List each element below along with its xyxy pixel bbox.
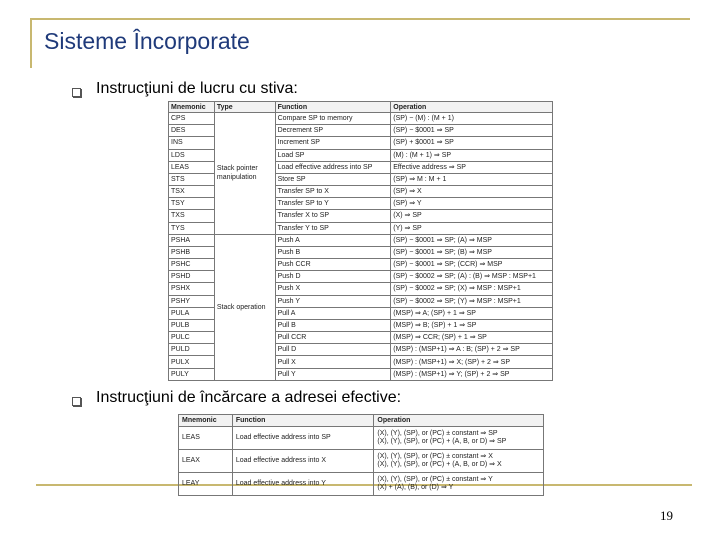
function-cell: Pull A [275, 307, 391, 319]
operation-cell: (SP) − $0002 ⇒ SP; (A) : (B) ⇒ MSP : MSP+1 [391, 271, 553, 283]
operation-cell: (Y) ⇒ SP [391, 222, 553, 234]
function-cell: Pull D [275, 344, 391, 356]
frame-top-line [30, 18, 690, 20]
mnemonic-text: LEAS [182, 434, 200, 441]
operation-cell [374, 450, 544, 473]
operation-line: (X), (Y), (SP), or (PC) + (A, B, or D) ⇒ X [377, 461, 502, 468]
mnemonic-cell: TXS [169, 210, 215, 222]
header-function: Function [275, 102, 391, 113]
operation-cell: (MSP) ⇒ B; (SP) + 1 ⇒ SP [391, 319, 553, 331]
function-cell: Compare SP to memory [275, 113, 391, 125]
operation-cell: (SP) − $0002 ⇒ SP; (X) ⇒ MSP : MSP+1 [391, 283, 553, 295]
function-cell: Transfer X to SP [275, 210, 391, 222]
mnemonic-cell: PSHY [169, 295, 215, 307]
operation-cell: (SP) − $0001 ⇒ SP; (CCR) ⇒ MSP [391, 259, 553, 271]
operation-cell: (SP) − $0001 ⇒ SP; (B) ⇒ MSP [391, 246, 553, 258]
function-cell: Push B [275, 246, 391, 258]
function-cell [232, 473, 374, 496]
mnemonic-cell: TSY [169, 198, 215, 210]
bullet-lea-instructions: Instrucţiuni de încărcare a adresei efective: [96, 389, 402, 406]
mnemonic-cell: PSHA [169, 234, 215, 246]
function-cell: Load effective address into SP [275, 161, 391, 173]
function-text: Load effective address into SP [235, 434, 331, 441]
frame-left-line [30, 18, 32, 68]
operation-cell: (MSP) : (MSP+1) ⇒ X; (SP) + 2 ⇒ SP [391, 356, 553, 368]
function-cell: Pull CCR [275, 332, 391, 344]
operation-line: (X), (Y), (SP), or (PC) ± constant ⇒ SP [377, 430, 498, 437]
operation-line: (X), (Y), (SP), or (PC) + (A, B, or D) ⇒ SP [377, 438, 507, 445]
mnemonic-cell [179, 473, 233, 496]
header-function: Function [232, 415, 374, 427]
function-cell: Load SP [275, 149, 391, 161]
mnemonic-cell: PULY [169, 368, 215, 380]
header-operation: Operation [374, 415, 544, 427]
function-cell: Pull Y [275, 368, 391, 380]
mnemonic-cell: PSHB [169, 246, 215, 258]
type-cell: Stack pointer manipulation [214, 113, 275, 235]
operation-cell: (MSP) : (MSP+1) ⇒ Y; (SP) + 2 ⇒ SP [391, 368, 553, 380]
mnemonic-cell: LDS [169, 149, 215, 161]
mnemonic-cell: PULC [169, 332, 215, 344]
operation-cell: (SP) ⇒ Y [391, 198, 553, 210]
mnemonic-cell: PULB [169, 319, 215, 331]
bullet-square-icon [72, 397, 81, 406]
mnemonic-cell: PSHD [169, 271, 215, 283]
operation-cell: (SP) + $0001 ⇒ SP [391, 137, 553, 149]
operation-line: (X) + (A), (B), or (D) ⇒ Y [377, 484, 454, 491]
stack-instructions-table [168, 101, 553, 381]
mnemonic-cell: PULA [169, 307, 215, 319]
operation-cell [374, 427, 544, 450]
table-row [169, 234, 553, 246]
function-cell: Increment SP [275, 137, 391, 149]
bullet-stack-instructions: Instrucţiuni de lucru cu stiva: [96, 80, 298, 97]
function-cell: Transfer Y to SP [275, 222, 391, 234]
function-cell: Pull B [275, 319, 391, 331]
operation-cell: Effective address ⇒ SP [391, 161, 553, 173]
operation-cell: (SP) − $0001 ⇒ SP [391, 125, 553, 137]
function-cell [232, 427, 374, 450]
table-row [179, 427, 544, 450]
mnemonic-cell: DES [169, 125, 215, 137]
function-cell: Push D [275, 271, 391, 283]
header-mnemonic: Mnemonic [169, 102, 215, 113]
mnemonic-cell [179, 450, 233, 473]
operation-cell: (MSP) : (MSP+1) ⇒ A : B; (SP) + 2 ⇒ SP [391, 344, 553, 356]
function-cell: Push Y [275, 295, 391, 307]
header-mnemonic: Mnemonic [179, 415, 233, 427]
operation-cell: (M) : (M + 1) ⇒ SP [391, 149, 553, 161]
function-cell: Push CCR [275, 259, 391, 271]
function-cell: Store SP [275, 173, 391, 185]
type-cell: Stack operation [214, 234, 275, 380]
mnemonic-cell: PSHC [169, 259, 215, 271]
operation-cell: (MSP) ⇒ CCR; (SP) + 1 ⇒ SP [391, 332, 553, 344]
mnemonic-cell: CPS [169, 113, 215, 125]
table-header-row [179, 415, 544, 427]
mnemonic-cell: PULX [169, 356, 215, 368]
slide-title: Sisteme Încorporate [44, 28, 250, 54]
operation-cell: (X) ⇒ SP [391, 210, 553, 222]
function-cell: Push A [275, 234, 391, 246]
mnemonic-cell: PULD [169, 344, 215, 356]
function-cell: Push X [275, 283, 391, 295]
operation-cell: (SP) ⇒ M : M + 1 [391, 173, 553, 185]
table-row [179, 450, 544, 473]
operation-cell: (SP) − (M) : (M + 1) [391, 113, 553, 125]
mnemonic-text: LEAY [182, 480, 200, 487]
operation-line: (X), (Y), (SP), or (PC) ± constant ⇒ X [377, 453, 493, 460]
mnemonic-cell [179, 427, 233, 450]
bullet-square-icon [72, 88, 81, 97]
operation-cell [374, 473, 544, 496]
mnemonic-cell: LEAS [169, 161, 215, 173]
table-row [169, 113, 553, 125]
mnemonic-cell: TYS [169, 222, 215, 234]
function-cell: Transfer SP to Y [275, 198, 391, 210]
mnemonic-cell: TSX [169, 186, 215, 198]
function-text: Load effective address into X [235, 457, 326, 464]
lea-instructions-table [178, 414, 544, 496]
operation-cell: (SP) − $0002 ⇒ SP; (Y) ⇒ MSP : MSP+1 [391, 295, 553, 307]
function-cell [232, 450, 374, 473]
mnemonic-text: LEAX [182, 457, 200, 464]
slide-number: 19 [660, 508, 673, 523]
function-cell: Transfer SP to X [275, 186, 391, 198]
header-operation: Operation [391, 102, 553, 113]
operation-cell: (SP) − $0001 ⇒ SP; (A) ⇒ MSP [391, 234, 553, 246]
mnemonic-cell: STS [169, 173, 215, 185]
mnemonic-cell: PSHX [169, 283, 215, 295]
function-text: Load effective address into Y [235, 480, 326, 487]
function-cell: Decrement SP [275, 125, 391, 137]
operation-cell: (SP) ⇒ X [391, 186, 553, 198]
table-row [179, 473, 544, 496]
function-cell: Pull X [275, 356, 391, 368]
table-header-row [169, 102, 553, 113]
header-type: Type [214, 102, 275, 113]
operation-line: (X), (Y), (SP), or (PC) ± constant ⇒ Y [377, 476, 493, 483]
operation-cell: (MSP) ⇒ A; (SP) + 1 ⇒ SP [391, 307, 553, 319]
mnemonic-cell: INS [169, 137, 215, 149]
